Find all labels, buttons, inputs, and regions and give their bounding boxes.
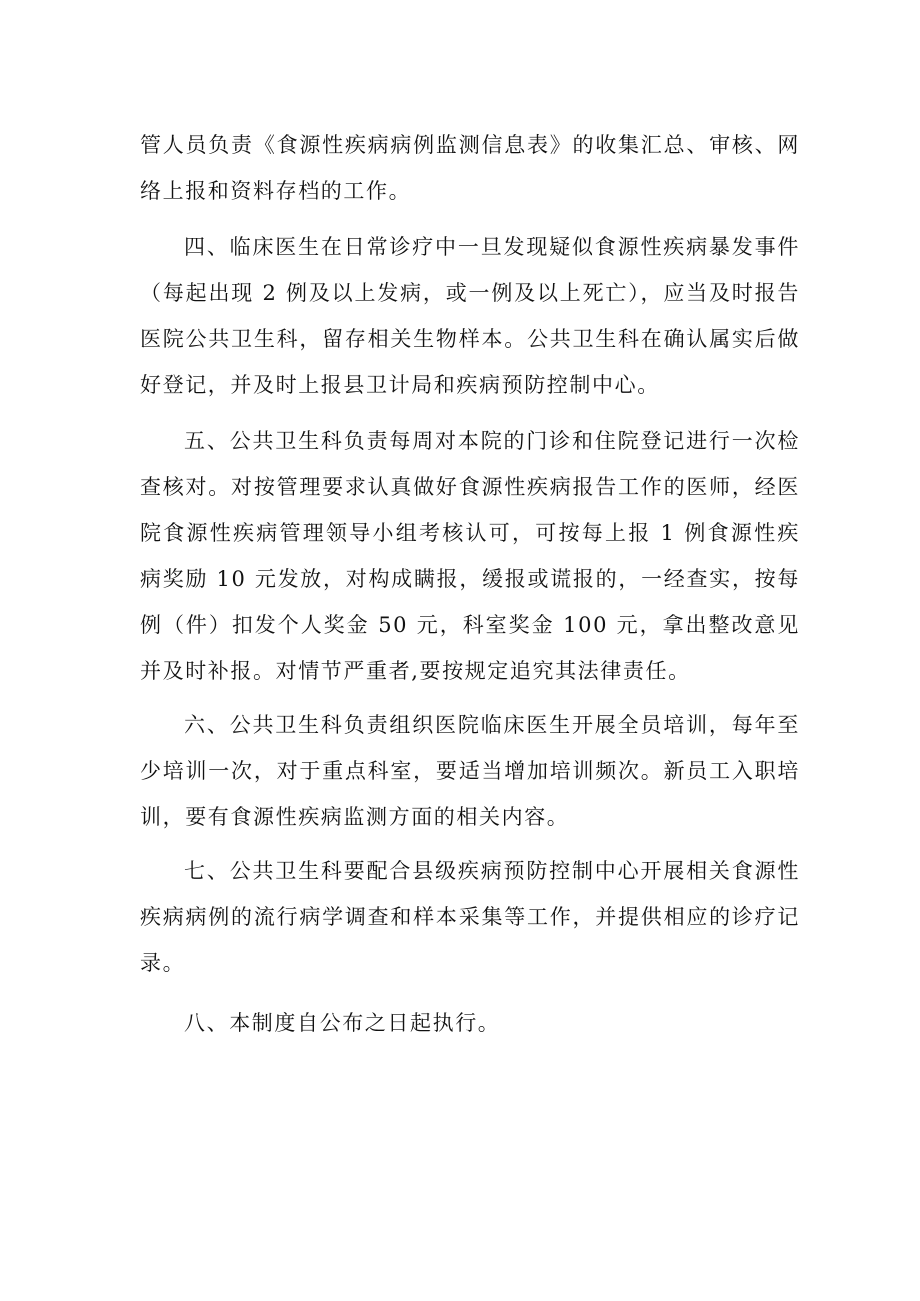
document-body [140,122,800,1046]
paragraph-item-4: 四、临床医生在日常诊疗中一旦发现疑似食源性疾病暴发事件（每起出现 2 例及以上发病，或一例及以上死亡），应当及时报告医院公共卫生科，留存相关生物样本。公共卫生科在确认属实后做好登记，并及时上报县卫计局和疾病预防控制中心。 [140,235,800,397]
paragraph-continuation: 管人员负责《食源性疾病病例监测信息表》的收集汇总、审核、网络上报和资料存档的工作。 [140,133,800,203]
paragraph-item-7: 七、公共卫生科要配合县级疾病预防控制中心开展相关食源性疾病病例的流行病学调查和样本采集等工作，并提供相应的诊疗记录。 [140,859,800,975]
paragraph-item-6: 六、公共卫生科负责组织医院临床医生开展全员培训，每年至少培训一次，对于重点科室，要适当增加培训频次。新员工入职培训，要有食源性疾病监测方面的相关内容。 [140,713,800,829]
paragraph-item-5: 五、公共卫生科负责每周对本院的门诊和住院登记进行一次检查核对。对按管理要求认真做好食源性疾病报告工作的医师，经医院食源性疾病管理领导小组考核认可，可按每上报 1 例食源性疾病奖励 10 元发放，对构成瞒报，缓报或谎报的，一经查实，按每例（件）扣发个人奖金 50 元，科室奖金 100 元，拿出整改意见并及时补报。对情节严重者,要按规定追究其法律责任。 [140,429,800,683]
paragraph-item-8: 八、本制度自公布之日起执行。 [184,1011,501,1035]
